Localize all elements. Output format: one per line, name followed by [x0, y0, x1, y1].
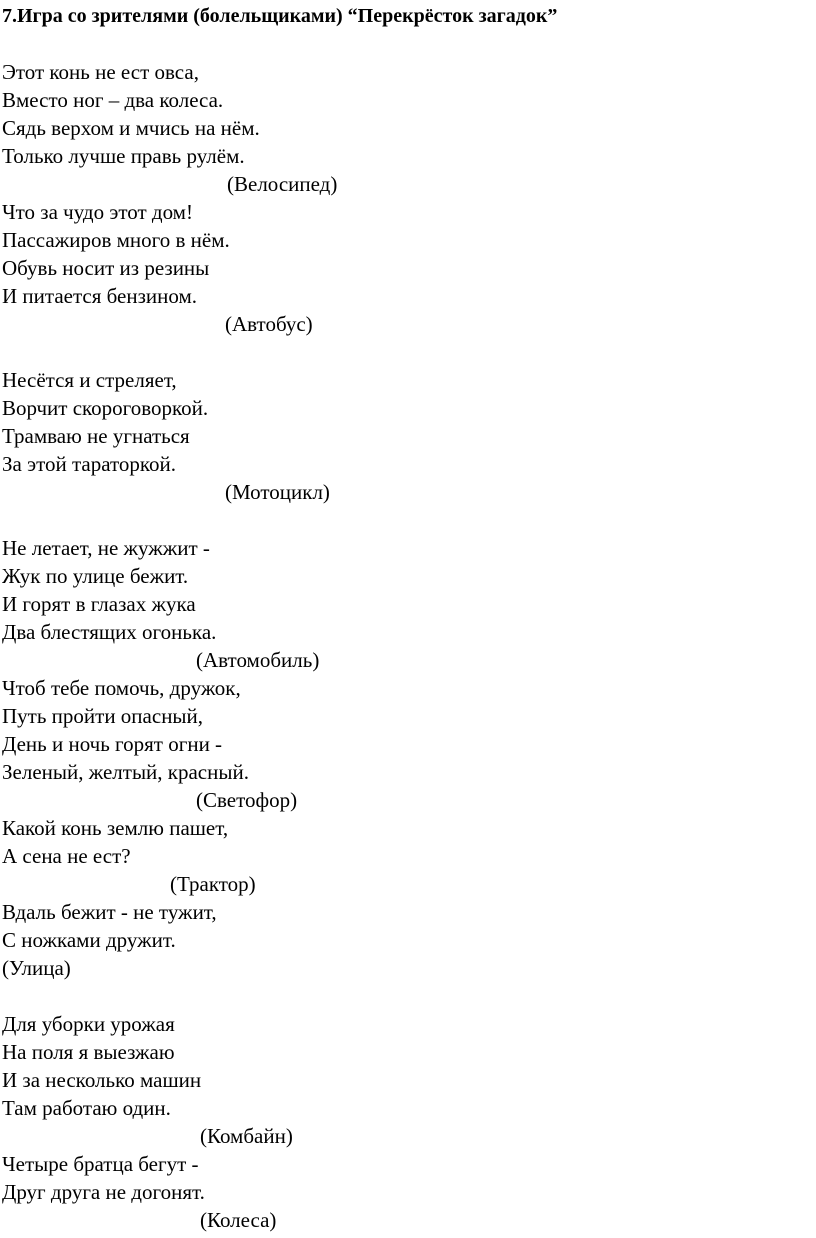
riddle-answer: (Велосипед) [227, 172, 338, 196]
riddle-line: Друг друга не догонят. [2, 1180, 205, 1204]
riddle-answer: (Мотоцикл) [225, 480, 330, 504]
riddle-line: За этой тараторкой. [2, 452, 177, 476]
riddle-line: Чтоб тебе помочь, дружок, [2, 676, 241, 700]
riddle-line: Трамваю не угнаться [2, 424, 190, 448]
riddle-line: Какой конь землю пашет, [2, 816, 229, 840]
riddle-line: Жук по улице бежит. [2, 564, 189, 588]
riddle-answer: (Светофор) [196, 788, 298, 812]
riddle-line: С ножками дружит. [2, 928, 176, 952]
riddle-line: Зеленый, желтый, красный. [2, 760, 249, 784]
riddle-line: Не летает, не жужжит - [2, 536, 210, 560]
riddle-answer: (Трактор) [170, 872, 256, 896]
riddle-line: Сядь верхом и мчись на нём. [2, 116, 260, 140]
riddle-answer: (Колеса) [200, 1208, 277, 1232]
riddle-line: Несётся и стреляет, [2, 368, 177, 392]
riddle-line: И за несколько машин [2, 1068, 202, 1092]
riddle-line: Путь пройти опасный, [2, 704, 204, 728]
riddle-line: Вдаль бежит - не тужит, [2, 900, 217, 924]
riddle-line: Пассажиров много в нём. [2, 228, 230, 252]
riddle-line: Вместо ног – два колеса. [2, 88, 224, 112]
riddle-answer: (Комбайн) [200, 1124, 293, 1148]
riddle-line: На поля я выезжаю [2, 1040, 175, 1064]
riddle-answer: (Автобус) [225, 312, 313, 336]
riddle-line: Обувь носит из резины [2, 256, 210, 280]
page-title: 7.Игра со зрителями (болельщиками) “Перекрёсток загадок” [2, 5, 558, 27]
riddle-line: Четыре братца бегут - [2, 1152, 199, 1176]
riddle-answer: (Улица) [2, 956, 71, 980]
riddle-line: И горят в глазах жука [2, 592, 196, 616]
riddle-line: Ворчит скороговоркой. [2, 396, 209, 420]
riddle-line: Там работаю один. [2, 1096, 171, 1120]
riddle-answer: (Автомобиль) [196, 648, 320, 672]
riddle-line: Два блестящих огонька. [2, 620, 217, 644]
riddle-line: День и ночь горят огни - [2, 732, 223, 756]
riddle-line: Что за чудо этот дом! [2, 200, 193, 224]
riddle-line: А сена не ест? [2, 844, 131, 868]
riddle-line: Для уборки урожая [2, 1012, 175, 1036]
riddle-line: И питается бензином. [2, 284, 198, 308]
riddle-line: Только лучше правь рулём. [2, 144, 245, 168]
riddle-line: Этот конь не ест овса, [2, 60, 199, 84]
